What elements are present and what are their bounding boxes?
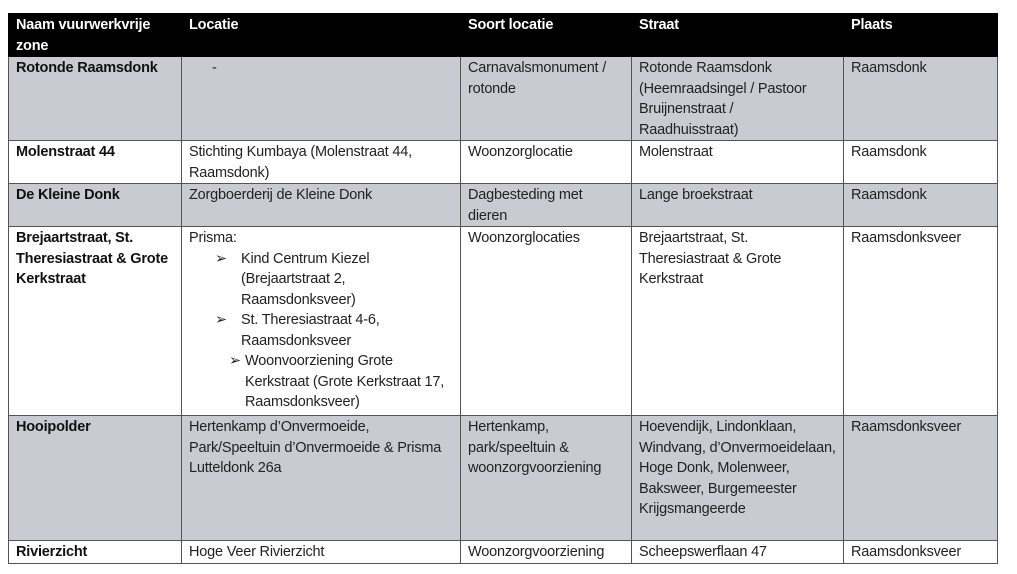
table-row [9, 416, 998, 541]
cell-locatie: Hoge Veer Rivierzicht [182, 541, 461, 564]
list-item: ➢ St. Theresiastraat 4-6, Raamsdonksveer [189, 310, 453, 351]
cell-locatie [182, 227, 461, 416]
list-item: ➢ Woonvoorziening Grote Kerkstraat (Grote Kerkstraat 17, Raamsdonksveer) [189, 351, 453, 413]
cell-locatie: Stichting Kumbaya (Molenstraat 44, Raamsdonk) [182, 141, 461, 184]
header-soort: Soort locatie [461, 14, 632, 57]
cell-straat: Molenstraat [632, 141, 844, 184]
cell-naam: Rivierzicht [9, 541, 182, 564]
cell-plaats: Raamsdonksveer [844, 541, 998, 564]
cell-naam: Molenstraat 44 [9, 141, 182, 184]
vuurwerkvrije-zones-table [8, 13, 998, 564]
cell-straat: Brejaartstraat, St. Theresiastraat & Grote Kerkstraat [632, 227, 844, 416]
locatie-intro: Prisma: [189, 230, 237, 246]
cell-naam: Brejaartstraat, St. Theresiastraat & Grote Kerkstraat [9, 227, 182, 416]
cell-straat: Rotonde Raamsdonk (Heemraadsingel / Pastoor Bruijnenstraat / Raadhuisstraat) [632, 57, 844, 141]
cell-locatie: - [182, 57, 461, 141]
locatie-list [189, 249, 453, 413]
table-row [9, 184, 998, 227]
cell-straat: Hoevendijk, Lindonklaan, Windvang, d’Onvermoeidelaan, Hoge Donk, Molenweer, Baksweer, Burgemeester Krijgsmangeerde [632, 416, 844, 541]
cell-naam: De Kleine Donk [9, 184, 182, 227]
header-locatie: Locatie [182, 14, 461, 57]
cell-straat: Scheepswerflaan 47 [632, 541, 844, 564]
table-row [9, 141, 998, 184]
cell-soort: Woonzorglocatie [461, 141, 632, 184]
cell-soort: Woonzorglocaties [461, 227, 632, 416]
cell-locatie: Hertenkamp d’Onvermoeide, Park/Speeltuin d’Onvermoeide & Prisma Lutteldonk 26a [182, 416, 461, 541]
table-row [9, 227, 998, 416]
cell-locatie: Zorgboerderij de Kleine Donk [182, 184, 461, 227]
cell-soort: Woonzorgvoorziening [461, 541, 632, 564]
header-plaats: Plaats [844, 14, 998, 57]
cell-plaats: Raamsdonk [844, 184, 998, 227]
list-item: ➢ Kind Centrum Kiezel (Brejaartstraat 2, Raamsdonksveer) [189, 249, 453, 311]
header-straat: Straat [632, 14, 844, 57]
cell-plaats: Raamsdonksveer [844, 227, 998, 416]
cell-plaats: Raamsdonksveer [844, 416, 998, 541]
table-row [9, 57, 998, 141]
header-row [9, 14, 998, 57]
cell-soort: Dagbesteding met dieren [461, 184, 632, 227]
cell-soort: Carnavalsmonument / rotonde [461, 57, 632, 141]
cell-naam: Hooipolder [9, 416, 182, 541]
table-row [9, 541, 998, 564]
cell-plaats: Raamsdonk [844, 141, 998, 184]
cell-straat: Lange broekstraat [632, 184, 844, 227]
cell-naam: Rotonde Raamsdonk [9, 57, 182, 141]
header-naam: Naam vuurwerkvrije zone [9, 14, 182, 57]
cell-plaats: Raamsdonk [844, 57, 998, 141]
cell-soort: Hertenkamp, park/speeltuin & woonzorgvoorziening [461, 416, 632, 541]
